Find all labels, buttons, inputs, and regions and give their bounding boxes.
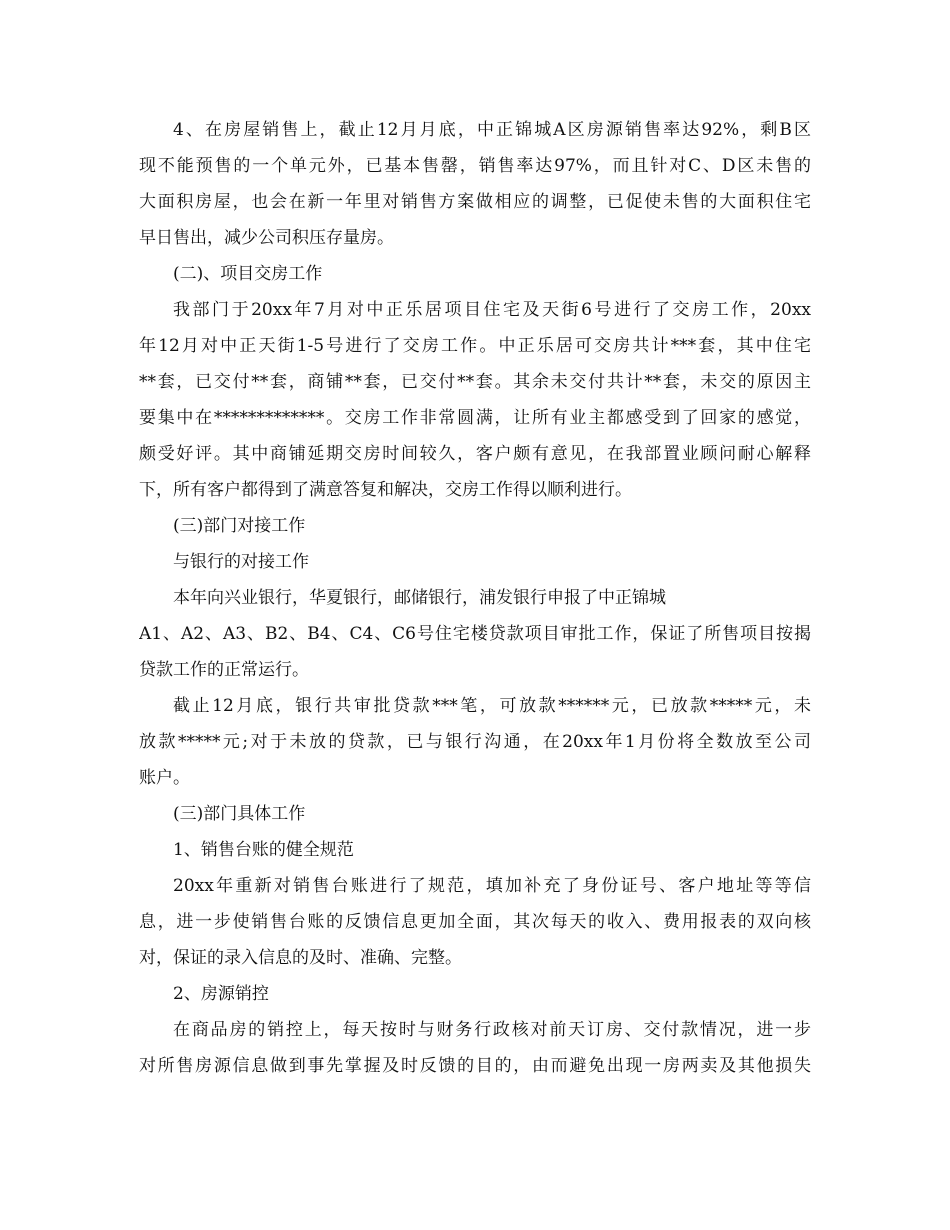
- text-line: 放款*****元;对于未放的贷款，已与银行沟通，在20xx年1月份将全数放至公司: [139, 732, 811, 752]
- text-line: 年12月对中正天街1-5号进行了交房工作。中正乐居可交房共计***套，其中住宅: [139, 336, 811, 356]
- text-line: A1、A2、A3、B2、B4、C4、C6号住宅楼贷款项目审批工作，保证了所售项目按揭: [139, 624, 811, 644]
- text-line: 20xx年重新对销售台账进行了规范，填加补充了身份证号、客户地址等等信: [173, 876, 811, 896]
- document-page: [139, 112, 811, 1084]
- subsection-heading: 1、销售台账的健全规范: [173, 840, 354, 860]
- text-line: 早日售出，减少公司积压存量房。: [139, 228, 394, 248]
- text-line: 现不能预售的一个单元外，已基本售罄，销售率达97%，而且针对C、D区未售的: [139, 156, 811, 176]
- text-line: **套，已交付**套，商铺**套，已交付**套。其余未交付共计**套，未交的原因主: [139, 372, 811, 392]
- text-line: 4、在房屋销售上，截止12月月底，中正锦城A区房源销售率达92%，剩B区: [173, 120, 811, 140]
- text-line: 在商品房的销控上，每天按时与财务行政核对前天订房、交付款情况，进一步: [173, 1020, 811, 1040]
- text-line: 下，所有客户都得到了满意答复和解决，交房工作得以顺利进行。: [139, 480, 632, 500]
- text-line: 要集中在*************。交房工作非常圆满，让所有业主都感受到了回家的感觉，: [139, 408, 811, 428]
- text-line: 贷款工作的正常运行。: [139, 660, 309, 680]
- subsection-heading: 2、房源销控: [173, 984, 269, 1004]
- subsection-heading: 与银行的对接工作: [173, 552, 309, 572]
- text-line: 对，保证的录入信息的及时、准确、完整。: [139, 948, 462, 968]
- section-heading: (三)部门对接工作: [173, 516, 306, 536]
- section-heading: (三)部门具体工作: [173, 804, 306, 824]
- text-line: 截止12月底，银行共审批贷款***笔，可放款******元，已放款*****元，未: [173, 696, 811, 716]
- text-line: 颇受好评。其中商铺延期交房时间较久，客户颇有意见，在我部置业顾问耐心解释: [139, 444, 811, 464]
- text-line: 息，进一步使销售台账的反馈信息更加全面，其次每天的收入、费用报表的双向核: [139, 912, 811, 932]
- section-heading: (二)、项目交房工作: [173, 264, 323, 284]
- text-line: 大面积房屋，也会在新一年里对销售方案做相应的调整，已促使未售的大面积住宅: [139, 192, 811, 212]
- text-line: 对所售房源信息做到事先掌握及时反馈的目的，由而避免出现一房两卖及其他损失: [139, 1056, 811, 1076]
- text-line: 本年向兴业银行，华夏银行，邮储银行，浦发银行申报了中正锦城: [173, 588, 666, 608]
- text-line: 账户。: [139, 768, 190, 788]
- text-line: 我部门于20xx年7月对中正乐居项目住宅及天街6号进行了交房工作，20xx: [173, 300, 811, 320]
